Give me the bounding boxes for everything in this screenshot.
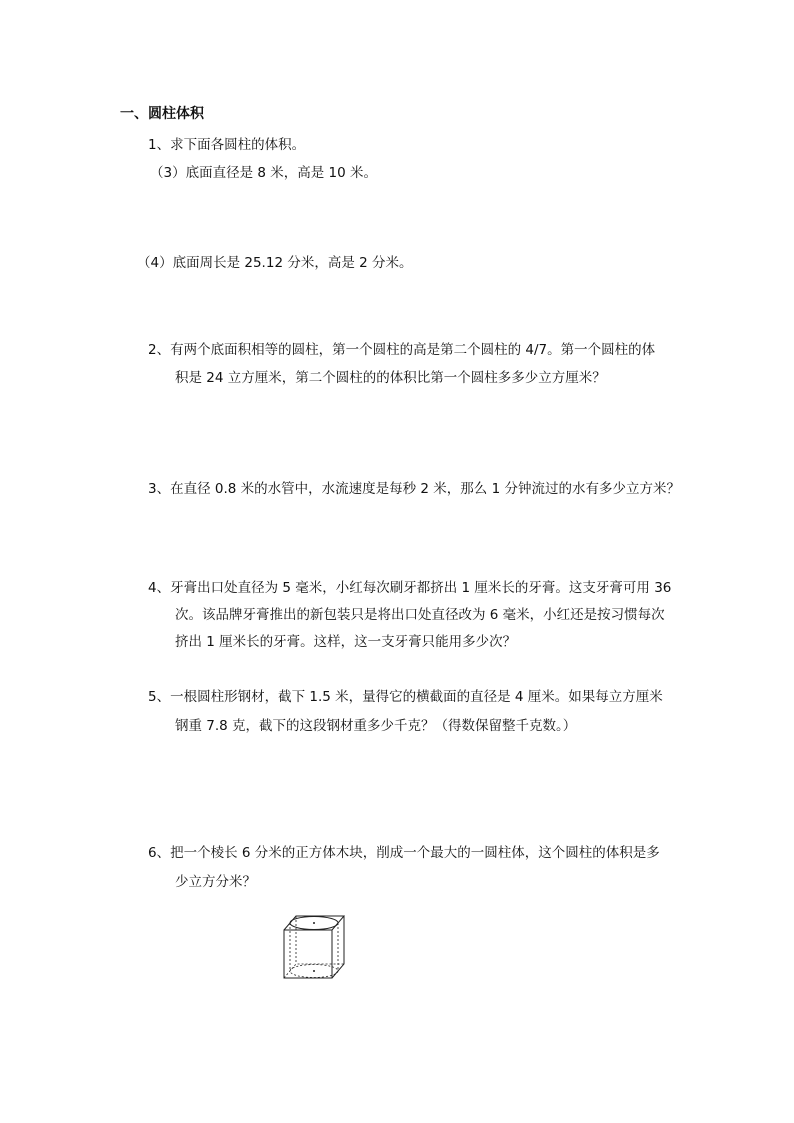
cube-with-cylinder-figure [276,912,346,982]
q6-line2: 少立方分米？ [175,874,256,890]
q5-line2: 钢重 7.8 克，截下的这段钢材重多少千克？（得数保留整千克数。） [175,718,577,734]
q1-stem: 1、求下面各圆柱的体积。 [148,137,306,153]
q5-line1: 5、一根圆柱形钢材，截下 1.5 米，量得它的横截面的直径是 4 厘米。如果每立方厘米 [148,689,663,705]
cylinder-top-center [313,922,315,924]
q2-line1: 2、有两个底面积相等的圆柱，第一个圆柱的高是第二个圆柱的 4/7。第一个圆柱的体 [148,342,656,358]
q4-line2: 次。该品牌牙膏推出的新包装只是将出口处直径改为 6 毫米，小红还是按习惯每次 [175,607,665,623]
section-title: 一、圆柱体积 [120,106,204,122]
q1-sub3: （3）底面直径是 8 米，高是 10 米。 [150,165,378,181]
q4-line3: 挤出 1 厘米长的牙膏。这样，这一支牙膏只能用多少次？ [175,634,517,650]
q2-line2: 积是 24 立方厘米，第二个圆柱的的体积比第一个圆柱多多少立方厘米？ [175,370,606,386]
q6-line1: 6、把一个棱长 6 分米的正方体木块，削成一个最大的一圆柱体，这个圆柱的体积是多 [148,845,660,861]
cylinder-bottom-center [313,970,315,972]
q3-line1: 3、在直径 0.8 米的水管中，水流速度是每秒 2 米，那么 1 分钟流过的水有多少立方米？ [148,481,680,497]
q4-line1: 4、牙膏出口处直径为 5 毫米，小红每次刷牙都挤出 1 厘米长的牙膏。这支牙膏可用 36 [148,580,672,596]
q1-sub4: （4）底面周长是 25.12 分米，高是 2 分米。 [137,255,413,271]
cube-front-face [284,930,332,978]
